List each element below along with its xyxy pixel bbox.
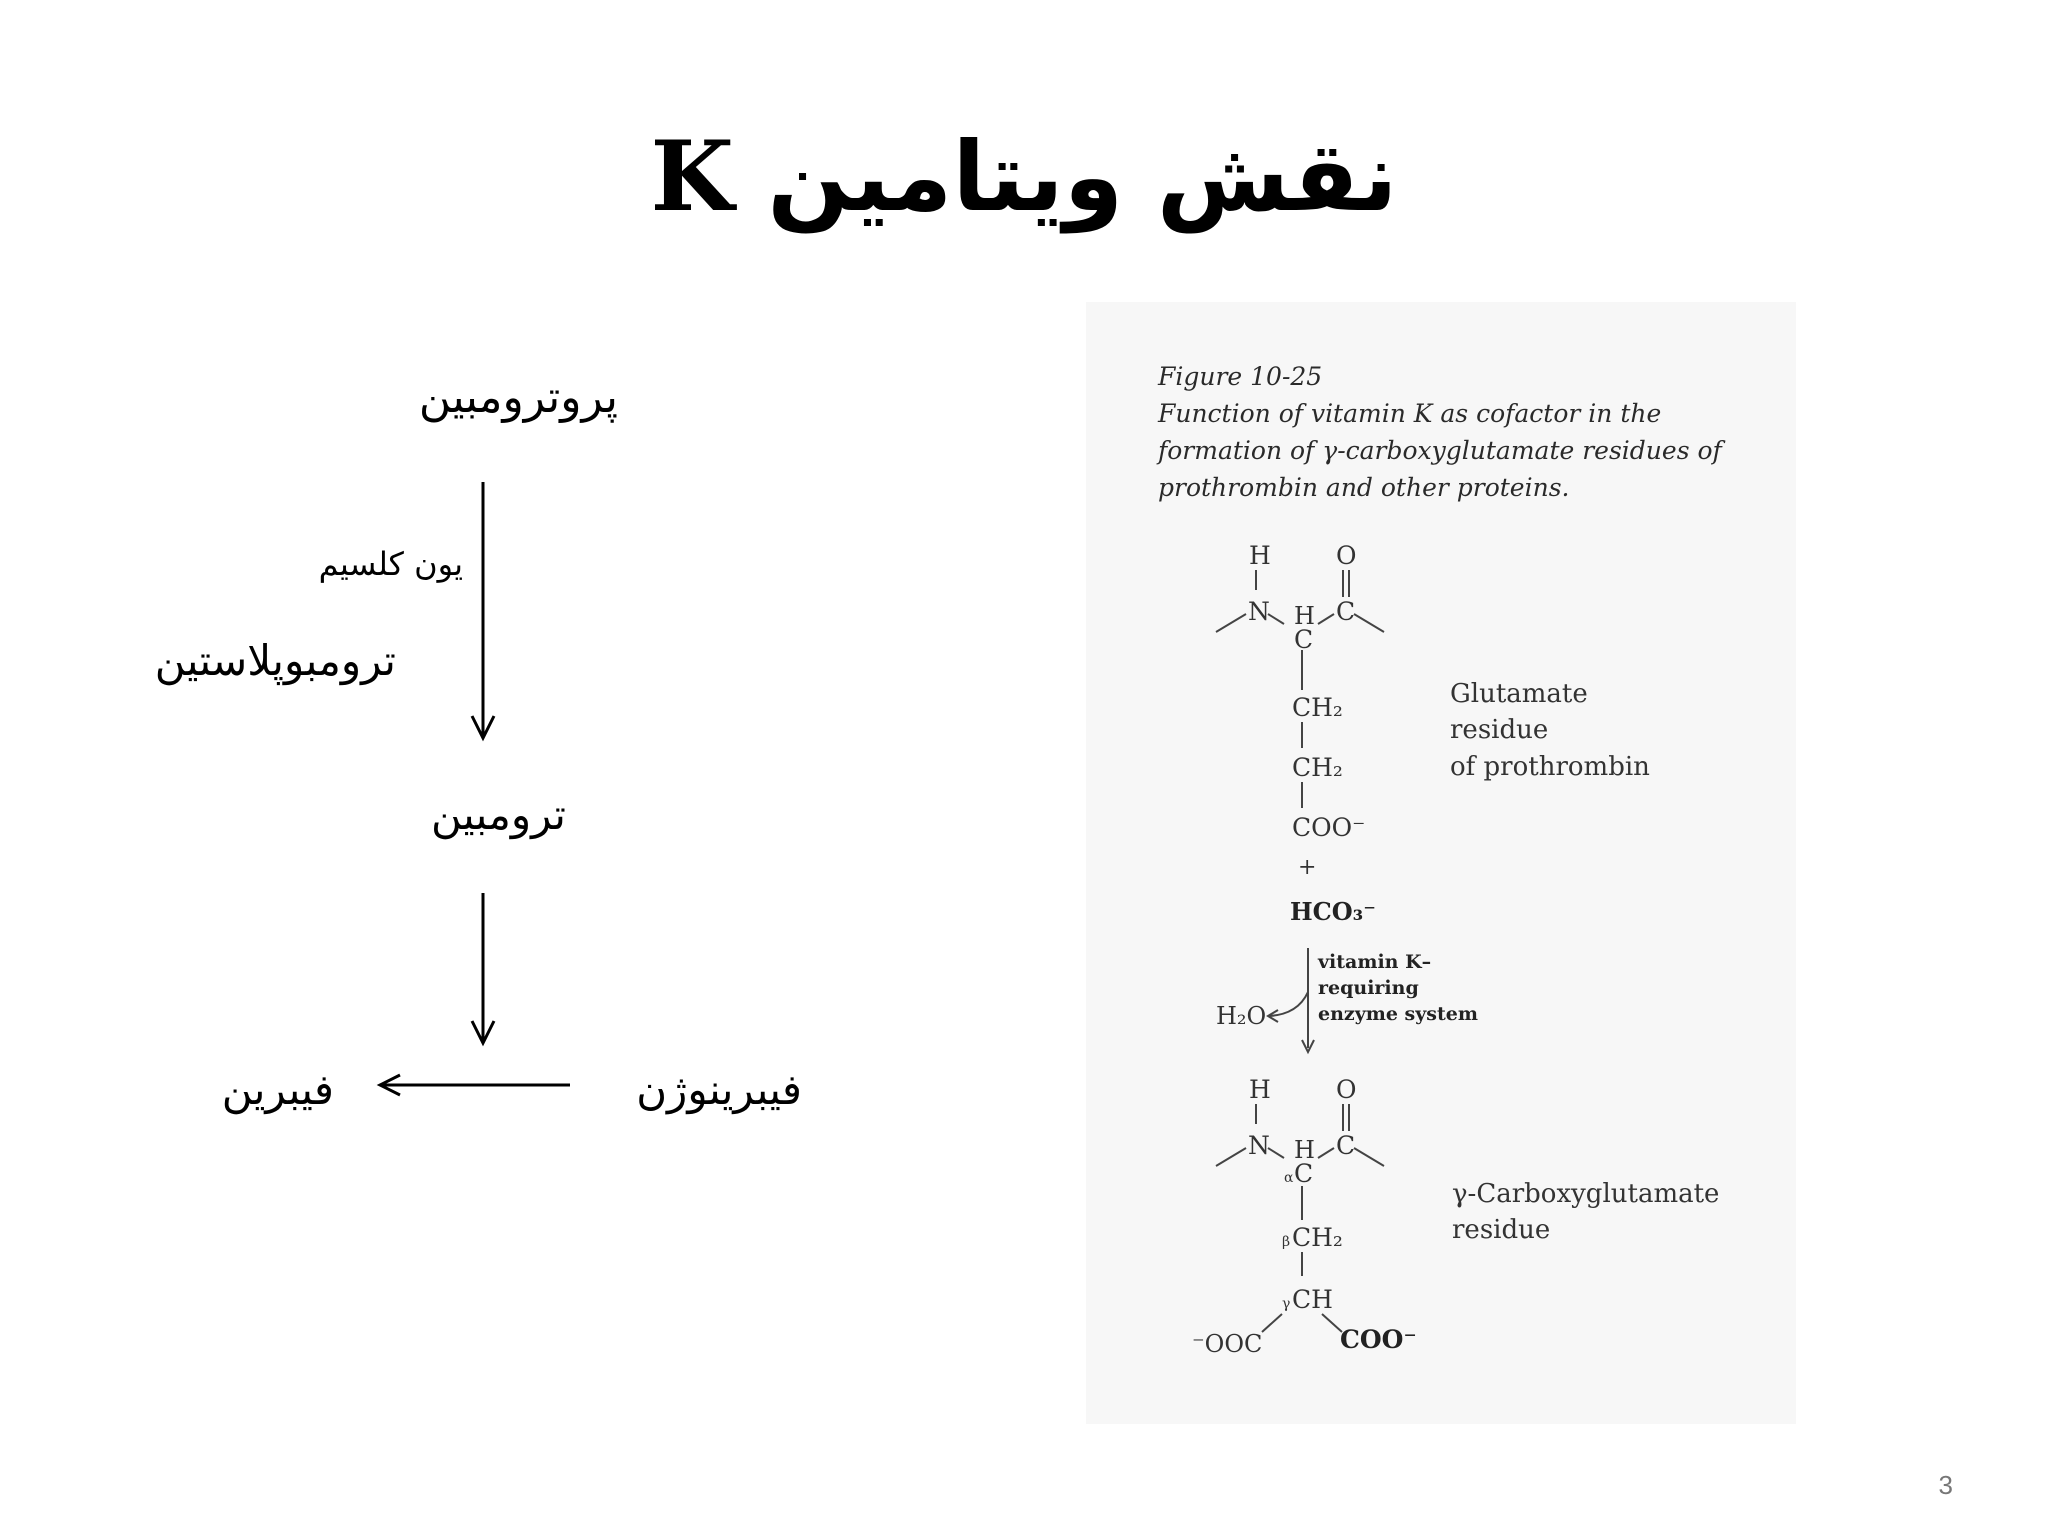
svg-text:H: H bbox=[1249, 541, 1271, 570]
figure-caption: Function of vitamin K as cofactor in the formation of γ-carboxyglutamate residues of prothrombin and other proteins. bbox=[1158, 399, 1722, 502]
chemical-structures bbox=[1086, 302, 1796, 1424]
enzyme-label-line2: requiring bbox=[1318, 977, 1419, 999]
gla-label-line1: γ-Carboxyglutamate bbox=[1452, 1179, 1720, 1209]
enzyme-label-line1: vitamin K– bbox=[1318, 951, 1432, 973]
glutamate-label-line1: Glutamate bbox=[1450, 679, 1588, 709]
svg-text:O: O bbox=[1336, 1075, 1357, 1104]
svg-text:β: β bbox=[1282, 1234, 1291, 1250]
svg-text:COO⁻: COO⁻ bbox=[1340, 1325, 1417, 1354]
page-number: 3 bbox=[1938, 1470, 1953, 1500]
svg-text:H: H bbox=[1249, 1075, 1271, 1104]
svg-text:C: C bbox=[1336, 597, 1356, 626]
gla-label-line2: residue bbox=[1452, 1215, 1551, 1245]
label-calcium-ion: یون کلسیم bbox=[318, 545, 463, 583]
label-fibrinogen: فیبرینوژن bbox=[636, 1065, 802, 1114]
svg-text:C: C bbox=[1294, 1159, 1314, 1188]
svg-text:CH₂: CH₂ bbox=[1292, 693, 1343, 722]
enzyme-label-line3: enzyme system bbox=[1318, 1003, 1478, 1025]
svg-text:⁻OOC: ⁻OOC bbox=[1192, 1330, 1263, 1358]
svg-text:C: C bbox=[1336, 1131, 1356, 1160]
svg-text:C: C bbox=[1294, 625, 1314, 654]
svg-text:H: H bbox=[1294, 602, 1315, 630]
reagent-bicarbonate: HCO₃⁻ bbox=[1290, 897, 1376, 926]
textbook-figure bbox=[1086, 302, 1796, 1424]
svg-text:COO⁻: COO⁻ bbox=[1292, 813, 1366, 842]
title-persian: نقش ویتامین bbox=[767, 121, 1398, 233]
svg-text:N: N bbox=[1248, 597, 1270, 626]
svg-text:CH₂: CH₂ bbox=[1292, 753, 1343, 782]
reaction-arrow bbox=[1216, 948, 1478, 1052]
svg-text:H: H bbox=[1294, 1136, 1315, 1164]
label-prothrombin: پروترومبین bbox=[418, 372, 618, 423]
title-vitamin-letter: K bbox=[650, 120, 734, 233]
svg-text:γ: γ bbox=[1282, 1296, 1291, 1312]
svg-text:O: O bbox=[1336, 541, 1357, 570]
label-thrombin: ترومبین bbox=[431, 790, 566, 839]
byproduct-water: H₂O bbox=[1216, 1002, 1267, 1030]
glutamate-structure bbox=[1216, 541, 1650, 926]
gla-structure bbox=[1192, 1075, 1719, 1358]
svg-text:N: N bbox=[1248, 1131, 1270, 1160]
glutamate-label-line2: residue bbox=[1450, 715, 1549, 745]
label-fibrin: فیبرین bbox=[221, 1065, 334, 1114]
label-thromboplastin: ترومبوپلاستین bbox=[154, 636, 396, 685]
svg-text:α: α bbox=[1284, 1170, 1294, 1186]
figure-number: Figure 10-25 bbox=[1158, 362, 1323, 391]
plus-sign: + bbox=[1298, 855, 1317, 880]
glutamate-label-line3: of prothrombin bbox=[1450, 752, 1650, 782]
svg-text:CH: CH bbox=[1292, 1285, 1333, 1314]
svg-text:CH₂: CH₂ bbox=[1292, 1223, 1343, 1252]
